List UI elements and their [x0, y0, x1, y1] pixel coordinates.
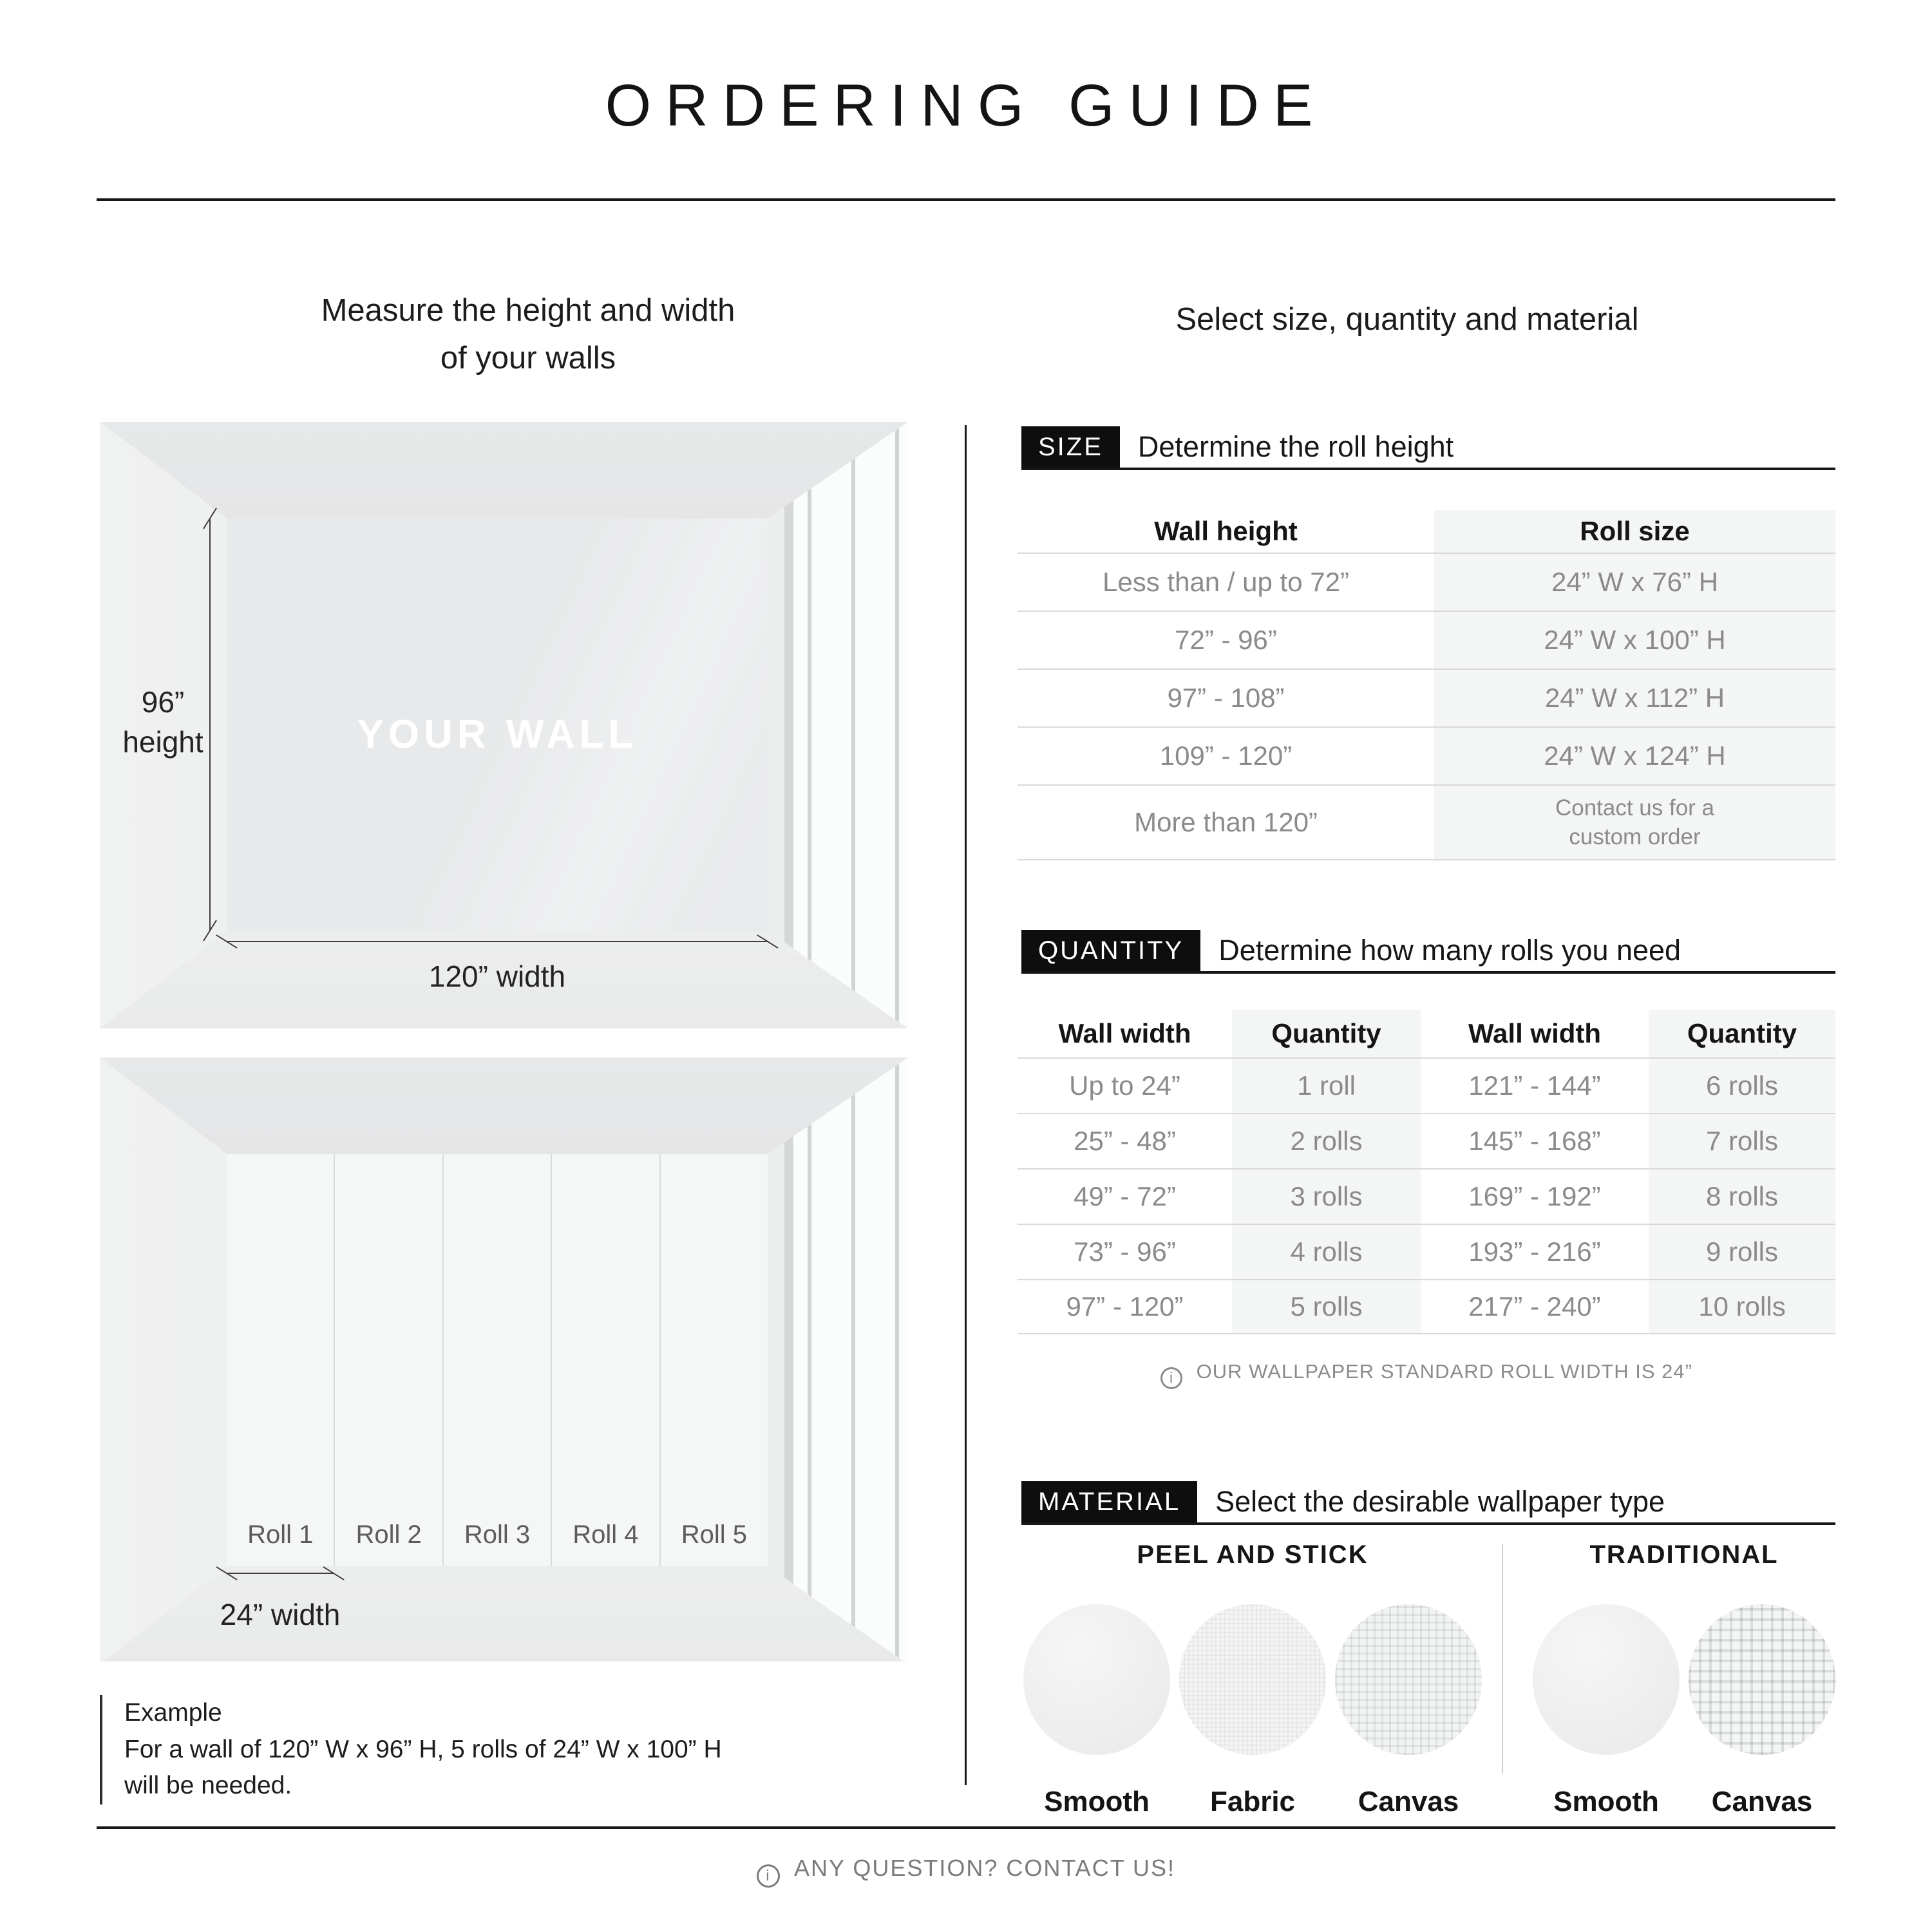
wall-width-cell: 97” - 120” [1066, 1291, 1184, 1321]
quantity-header: Quantity [1687, 1018, 1797, 1048]
wall-height-header: Wall height [1154, 516, 1298, 546]
wall-height-cell: 72” - 96” [1175, 625, 1277, 655]
roll-width-note-text: OUR WALLPAPER STANDARD ROLL WIDTH IS 24” [1196, 1360, 1692, 1383]
size-subtitle: Determine the roll height [1137, 430, 1454, 463]
height-word: height [122, 725, 204, 759]
quantity-cell: 4 rolls [1290, 1236, 1363, 1267]
info-icon: i [1160, 1367, 1182, 1389]
column-divider [965, 425, 967, 1785]
roll-panels [227, 1154, 768, 1566]
quantity-table-row [1018, 1113, 1835, 1168]
material-section-header [1021, 1481, 1835, 1525]
wall-height-cell: More than 120” [1134, 807, 1318, 837]
material-swatch-canvas [1689, 1604, 1835, 1818]
example-line2: For a wall of 120” W x 96” H, 5 rolls of 24” W x 100” H [124, 1735, 722, 1763]
height-label [100, 682, 226, 762]
roll-label: Roll 1 [247, 1520, 314, 1549]
roll-panel [661, 1154, 768, 1566]
size-table-row [1018, 726, 1835, 784]
material-swatch-smooth [1533, 1604, 1680, 1818]
quantity-cell: 1 roll [1296, 1070, 1356, 1101]
quantity-badge: QUANTITY [1021, 930, 1200, 971]
quantity-cell: 2 rolls [1290, 1126, 1363, 1156]
quantity-header: Quantity [1271, 1018, 1381, 1048]
wall-width-cell: 145” - 168” [1468, 1126, 1601, 1156]
room-back-wall [227, 1154, 768, 1566]
roll-panel [227, 1154, 335, 1566]
wall-width-cell: 193” - 216” [1468, 1236, 1601, 1267]
quantity-cell: 8 rolls [1705, 1181, 1779, 1211]
swatch-label: Canvas [1711, 1786, 1813, 1817]
example-title: Example [124, 1699, 222, 1727]
quantity-cell: 10 rolls [1698, 1291, 1786, 1321]
peel-and-stick-title: PEEL AND STICK [1137, 1540, 1368, 1569]
quantity-table-row [1018, 1057, 1835, 1113]
swatch-label: Smooth [1044, 1786, 1150, 1817]
wall-height-cell: Less than / up to 72” [1103, 567, 1349, 597]
size-table-row [1018, 668, 1835, 726]
wall-width-cell: 217” - 240” [1468, 1291, 1601, 1321]
wall-width-header: Wall width [1468, 1018, 1602, 1048]
quantity-section-header [1021, 930, 1835, 974]
roll-size-cell [1434, 793, 1835, 852]
roll-width-label: 24” width [220, 1598, 341, 1631]
measure-heading-line1: Measure the height and width [321, 293, 735, 328]
wall-height-cell: 97” - 108” [1167, 683, 1285, 713]
canvas-texture-icon [1689, 1604, 1835, 1755]
info-icon: i [757, 1864, 780, 1888]
custom-order-line2: custom order [1569, 824, 1701, 849]
canvas-texture-icon [1335, 1604, 1482, 1755]
roll-size-cell: 24” W x 100” H [1544, 625, 1726, 655]
quantity-table-row [1018, 1168, 1835, 1224]
custom-order-line1: Contact us for a [1555, 795, 1715, 820]
smooth-texture-icon [1023, 1604, 1170, 1755]
quantity-subtitle: Determine how many rolls you need [1218, 934, 1681, 967]
measure-heading [100, 287, 956, 382]
material-swatch-fabric [1179, 1604, 1326, 1818]
material-badge: MATERIAL [1021, 1481, 1197, 1522]
room-diagram-measure [100, 422, 908, 1028]
roll-label: Roll 5 [681, 1520, 747, 1549]
quantity-table [1018, 1010, 1835, 1334]
room-diagram-rolls [100, 1057, 908, 1662]
size-section-header [1021, 426, 1835, 470]
material-swatch-canvas [1335, 1604, 1482, 1818]
room-back-wall [227, 518, 768, 931]
roll-width-note [1018, 1360, 1835, 1389]
wall-width-cell: 121” - 144” [1468, 1070, 1601, 1101]
fabric-texture-icon [1179, 1604, 1326, 1755]
measure-heading-line2: of your walls [440, 340, 616, 375]
quantity-cell: 6 rolls [1705, 1070, 1779, 1101]
roll-label: Roll 2 [355, 1520, 422, 1549]
swatch-label: Canvas [1358, 1786, 1459, 1817]
roll-panel [444, 1154, 552, 1566]
wall-width-cell: 49” - 72” [1074, 1181, 1176, 1211]
roll-label: Roll 3 [464, 1520, 531, 1549]
wall-width-cell: 25” - 48” [1074, 1126, 1176, 1156]
title-divider [97, 198, 1835, 201]
quantity-table-row [1018, 1279, 1835, 1334]
traditional-group [1533, 1540, 1835, 1818]
quantity-cell: 7 rolls [1705, 1126, 1779, 1156]
wall-width-header: Wall width [1058, 1018, 1191, 1048]
traditional-title: TRADITIONAL [1589, 1540, 1779, 1569]
footer-contact [0, 1855, 1932, 1888]
wall-width-cell: 169” - 192” [1468, 1181, 1601, 1211]
roll-size-cell: 24” W x 112” H [1544, 683, 1725, 713]
roll-size-header: Roll size [1580, 516, 1690, 546]
size-badge: SIZE [1021, 426, 1120, 468]
wall-width-cell: 73” - 96” [1074, 1236, 1176, 1267]
footer-contact-text: ANY QUESTION? CONTACT US! [793, 1855, 1176, 1881]
size-table-row [1018, 784, 1835, 860]
roll-label: Roll 4 [573, 1520, 639, 1549]
quantity-table-row [1018, 1224, 1835, 1279]
room-window [768, 422, 908, 1028]
example-note [100, 1695, 892, 1804]
width-dimension-line [227, 941, 768, 942]
size-table-header-row [1018, 510, 1835, 553]
peel-and-stick-group [1018, 1540, 1488, 1818]
wall-height-cell: 109” - 120” [1159, 741, 1293, 771]
roll-panel [335, 1154, 443, 1566]
material-group-divider [1502, 1544, 1503, 1774]
room-window [768, 1057, 908, 1662]
width-label: 120” width [428, 960, 566, 993]
roll-size-cell: 24” W x 124” H [1544, 741, 1726, 771]
your-wall-label: YOUR WALL [357, 712, 638, 757]
height-value: 96” [141, 685, 185, 719]
roll-panel [552, 1154, 660, 1566]
quantity-cell: 3 rolls [1290, 1181, 1363, 1211]
quantity-cell: 9 rolls [1705, 1236, 1779, 1267]
quantity-cell: 5 rolls [1290, 1291, 1363, 1321]
size-table-row [1018, 553, 1835, 611]
wall-width-cell: Up to 24” [1069, 1070, 1180, 1101]
swatch-label: Smooth [1553, 1786, 1659, 1817]
roll-size-cell: 24” W x 76” H [1551, 567, 1719, 597]
quantity-table-header-row [1018, 1010, 1835, 1057]
select-heading: Select size, quantity and material [1175, 302, 1639, 337]
page-title: ORDERING GUIDE [605, 73, 1327, 138]
example-line3: will be needed. [124, 1772, 292, 1800]
material-swatch-smooth [1023, 1604, 1170, 1818]
roll-width-dimension-line [227, 1573, 334, 1574]
smooth-texture-icon [1533, 1604, 1680, 1755]
swatch-label: Fabric [1209, 1786, 1296, 1817]
traditional-swatches [1533, 1604, 1835, 1818]
peel-and-stick-swatches [1018, 1604, 1488, 1818]
material-subtitle: Select the desirable wallpaper type [1215, 1485, 1665, 1518]
size-table-row [1018, 611, 1835, 668]
size-table [1018, 510, 1835, 860]
footer-divider [97, 1826, 1835, 1829]
